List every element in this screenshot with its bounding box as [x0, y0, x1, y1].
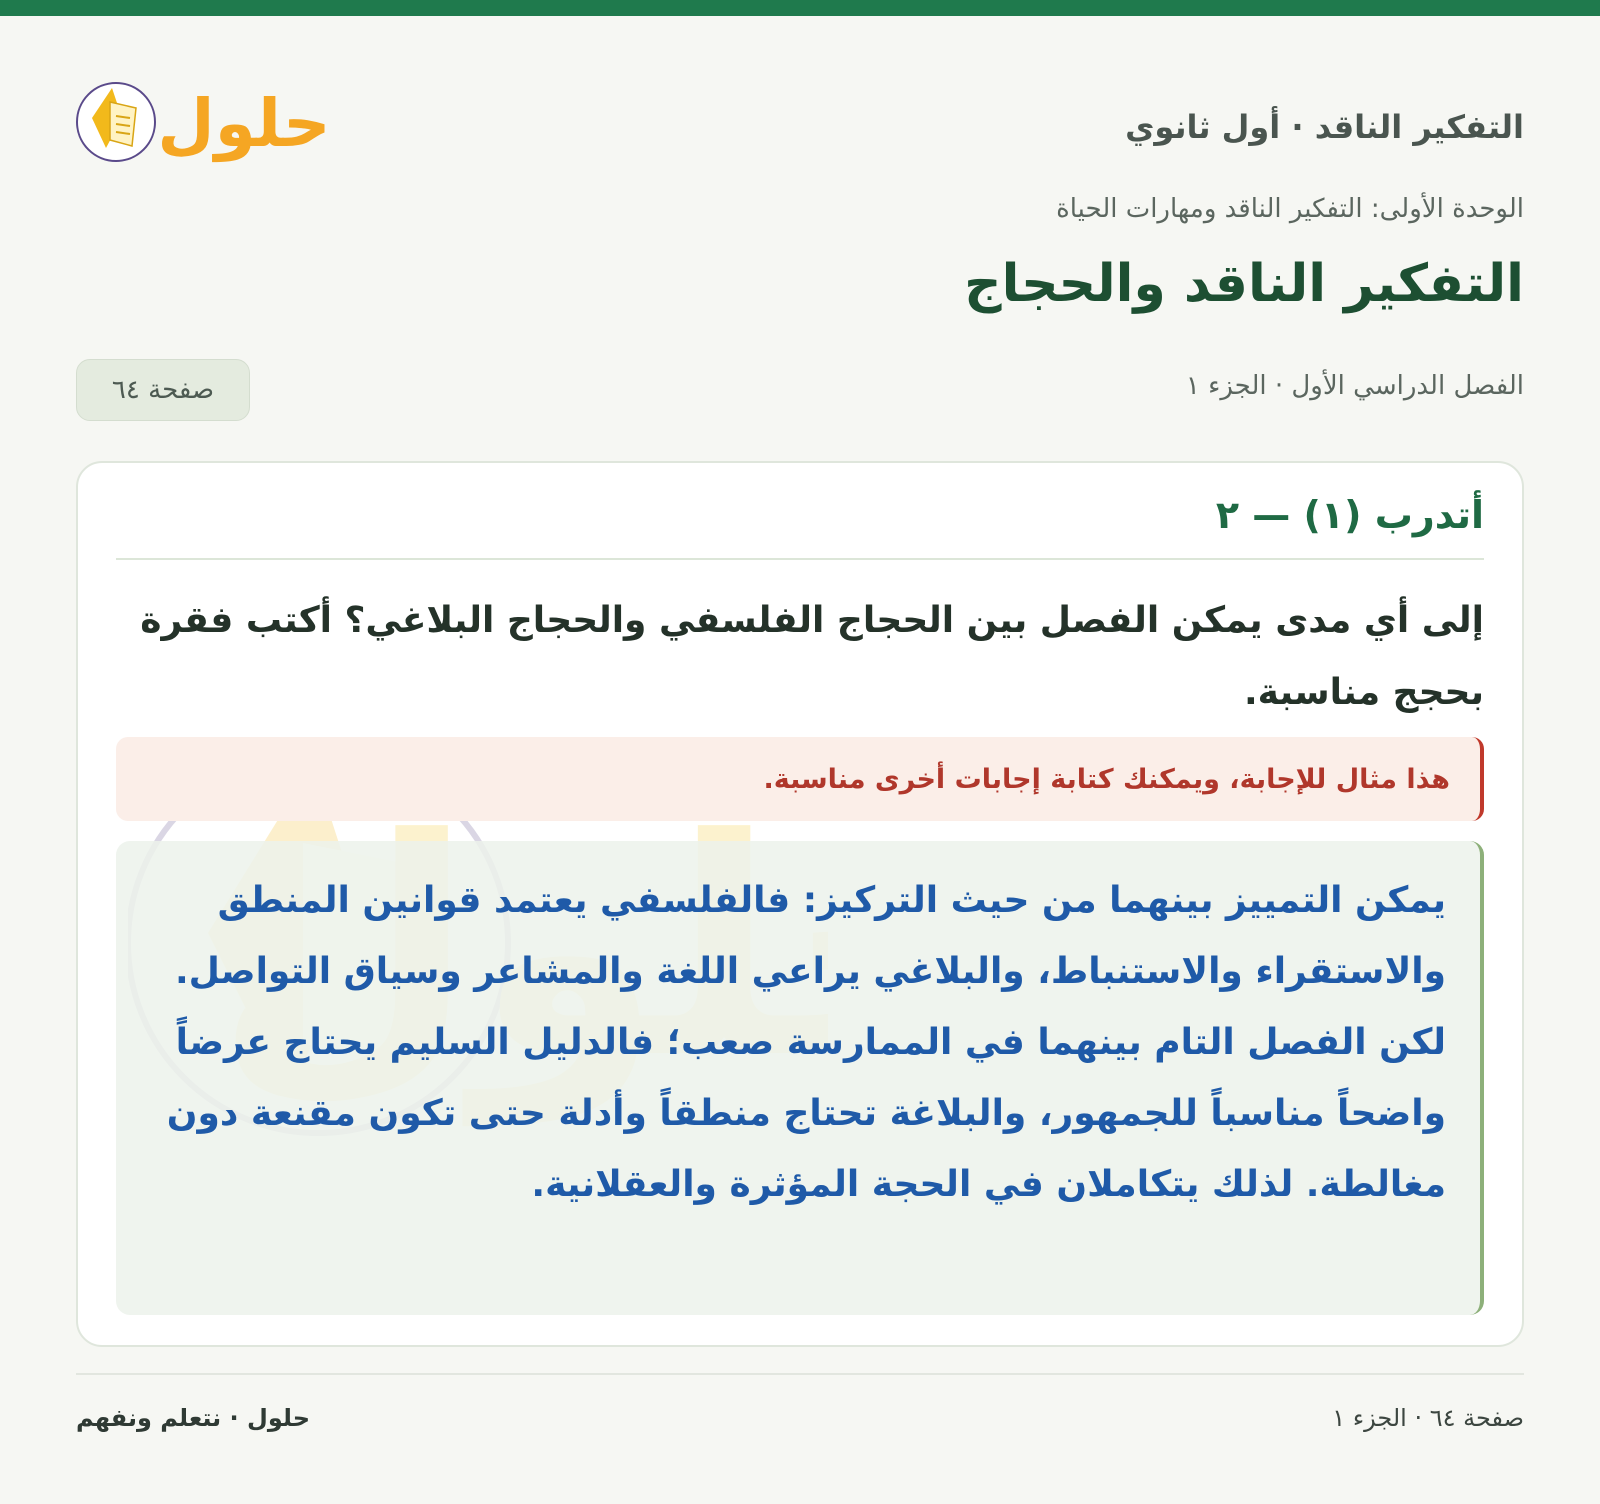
- unit-label: الوحدة الأولى: التفكير الناقد ومهارات الحياة: [1056, 194, 1524, 224]
- exercise-card: [76, 461, 1524, 1347]
- page: [76, 16, 1524, 1504]
- header: [76, 56, 1524, 176]
- question-text: إلى أي مدى يمكن الفصل بين الحجاج الفلسفي والحجاج البلاغي؟ أكتب فقرة بحجج مناسبة.: [140, 600, 1484, 713]
- answer-note: هذا مثال للإجابة، ويمكنك كتابة إجابات أخرى مناسبة.: [116, 737, 1484, 821]
- answer-text: يمكن التمييز بينهما من حيث التركيز: فالفلسفي يعتمد قوانين المنطق والاستقراء والاستنباط، والبلاغي يراعي اللغة والمشاعر وسياق التواصل. لكن الفصل التام بينهما في الممارسة صعب؛ فالدليل السليم يحتاج عرضاً واضحاً مناسباً للجمهور، والبلاغة تحتاج منطقاً وأدلة حتى تكون مقنعة دون مغالطة. لذلك يتكاملان في الحجة المؤثرة والعقلانية.: [166, 880, 1446, 1205]
- footer-divider: [76, 1373, 1524, 1375]
- exercise-title: أتدرب (١) — ٢: [1215, 493, 1484, 537]
- logo-text: حلول: [157, 85, 331, 162]
- card-divider: [116, 558, 1484, 560]
- top-accent-bar: [0, 0, 1600, 16]
- answer-box: [116, 841, 1484, 1315]
- term-label: الفصل الدراسي الأول · الجزء ١: [1185, 371, 1524, 401]
- course-title: التفكير الناقد · أول ثانوي: [1125, 108, 1524, 146]
- footer-brand: حلول · نتعلم ونفهم: [76, 1404, 310, 1432]
- page-number-badge: صفحة ٦٤: [76, 359, 250, 421]
- lesson-title: التفكير الناقد والحجاج: [964, 254, 1524, 314]
- footer-page-info: صفحة ٦٤ · الجزء ١: [1332, 1404, 1524, 1432]
- hulool-logo: [76, 66, 336, 166]
